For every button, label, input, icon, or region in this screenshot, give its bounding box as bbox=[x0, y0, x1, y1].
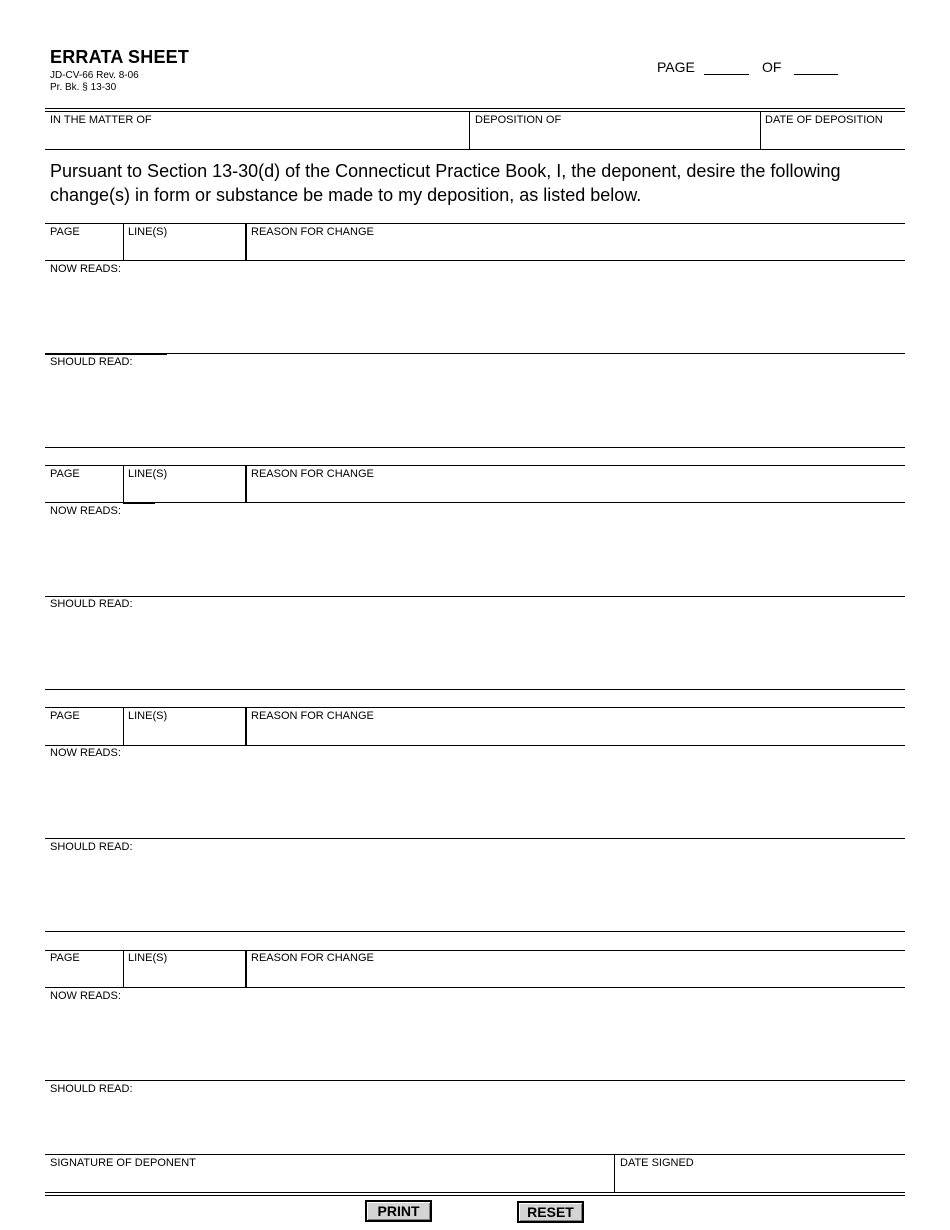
entry-lines-input[interactable] bbox=[128, 724, 240, 742]
entry-lines-label: LINE(S) bbox=[128, 226, 168, 238]
should-read-input[interactable] bbox=[50, 612, 900, 684]
date-of-deposition-input[interactable] bbox=[765, 128, 901, 146]
date-signed-input[interactable] bbox=[620, 1171, 900, 1189]
form-number: JD-CV-66 Rev. 8-06 bbox=[50, 70, 139, 81]
matter-label: IN THE MATTER OF bbox=[50, 114, 152, 126]
now-reads-input[interactable] bbox=[50, 761, 900, 833]
entry-page-label: PAGE bbox=[50, 710, 80, 722]
should-read-input[interactable] bbox=[50, 1097, 900, 1151]
signature-label: SIGNATURE OF DEPONENT bbox=[50, 1157, 196, 1169]
entry-reason-label: REASON FOR CHANGE bbox=[251, 952, 374, 964]
entry-lines-input[interactable] bbox=[128, 240, 240, 258]
should-read-label: SHOULD READ: bbox=[50, 1083, 133, 1095]
header-rule bbox=[45, 111, 905, 112]
header-rule-top bbox=[45, 108, 905, 109]
entry-page-input[interactable] bbox=[50, 482, 118, 500]
entry-reason-label: REASON FOR CHANGE bbox=[251, 226, 374, 238]
entry-page-label: PAGE bbox=[50, 468, 80, 480]
print-button[interactable]: PRINT bbox=[365, 1200, 432, 1222]
now-reads-input[interactable] bbox=[50, 277, 900, 349]
should-read-label: SHOULD READ: bbox=[50, 356, 133, 368]
date-signed-label: DATE SIGNED bbox=[620, 1157, 694, 1169]
entry-page-label: PAGE bbox=[50, 226, 80, 238]
now-reads-label: NOW READS: bbox=[50, 505, 121, 517]
entry-reason-label: REASON FOR CHANGE bbox=[251, 710, 374, 722]
entry-lines-label: LINE(S) bbox=[128, 710, 168, 722]
entry-reason-input[interactable] bbox=[251, 240, 901, 258]
page-number-input[interactable] bbox=[704, 59, 749, 75]
entry-page-input[interactable] bbox=[50, 966, 118, 984]
entry-lines-label: LINE(S) bbox=[128, 468, 168, 480]
date-of-deposition-label: DATE OF DEPOSITION bbox=[765, 114, 883, 126]
total-pages-input[interactable] bbox=[794, 59, 838, 75]
matter-input[interactable] bbox=[50, 128, 464, 146]
now-reads-input[interactable] bbox=[50, 1004, 900, 1076]
entry-page-input[interactable] bbox=[50, 240, 118, 258]
now-reads-input[interactable] bbox=[50, 519, 900, 591]
should-read-input[interactable] bbox=[50, 855, 900, 927]
should-read-input[interactable] bbox=[50, 370, 900, 442]
entry-reason-label: REASON FOR CHANGE bbox=[251, 468, 374, 480]
entry-page-input[interactable] bbox=[50, 724, 118, 742]
should-read-label: SHOULD READ: bbox=[50, 841, 133, 853]
entry-reason-input[interactable] bbox=[251, 482, 901, 500]
entry-lines-input[interactable] bbox=[128, 966, 240, 984]
signature-input[interactable] bbox=[50, 1171, 610, 1189]
intro-text: Pursuant to Section 13-30(d) of the Connecticut Practice Book, I, the deponent, desire the following change(s) in form or substance be made to my deposition, as listed below. bbox=[50, 161, 841, 205]
entry-reason-input[interactable] bbox=[251, 724, 901, 742]
page-label: PAGE bbox=[657, 59, 695, 75]
practice-book-ref: Pr. Bk. § 13-30 bbox=[50, 82, 117, 93]
now-reads-label: NOW READS: bbox=[50, 990, 121, 1002]
now-reads-label: NOW READS: bbox=[50, 263, 121, 275]
should-read-label: SHOULD READ: bbox=[50, 598, 133, 610]
of-label: OF bbox=[762, 59, 782, 75]
entry-lines-label: LINE(S) bbox=[128, 952, 168, 964]
deposition-of-input[interactable] bbox=[475, 128, 755, 146]
form-title: ERRATA SHEET bbox=[50, 47, 190, 67]
entry-page-label: PAGE bbox=[50, 952, 80, 964]
now-reads-label: NOW READS: bbox=[50, 747, 121, 759]
entry-lines-input[interactable] bbox=[128, 482, 240, 500]
reset-button[interactable]: RESET bbox=[517, 1201, 584, 1223]
deposition-of-label: DEPOSITION OF bbox=[475, 114, 562, 126]
entry-reason-input[interactable] bbox=[251, 966, 901, 984]
